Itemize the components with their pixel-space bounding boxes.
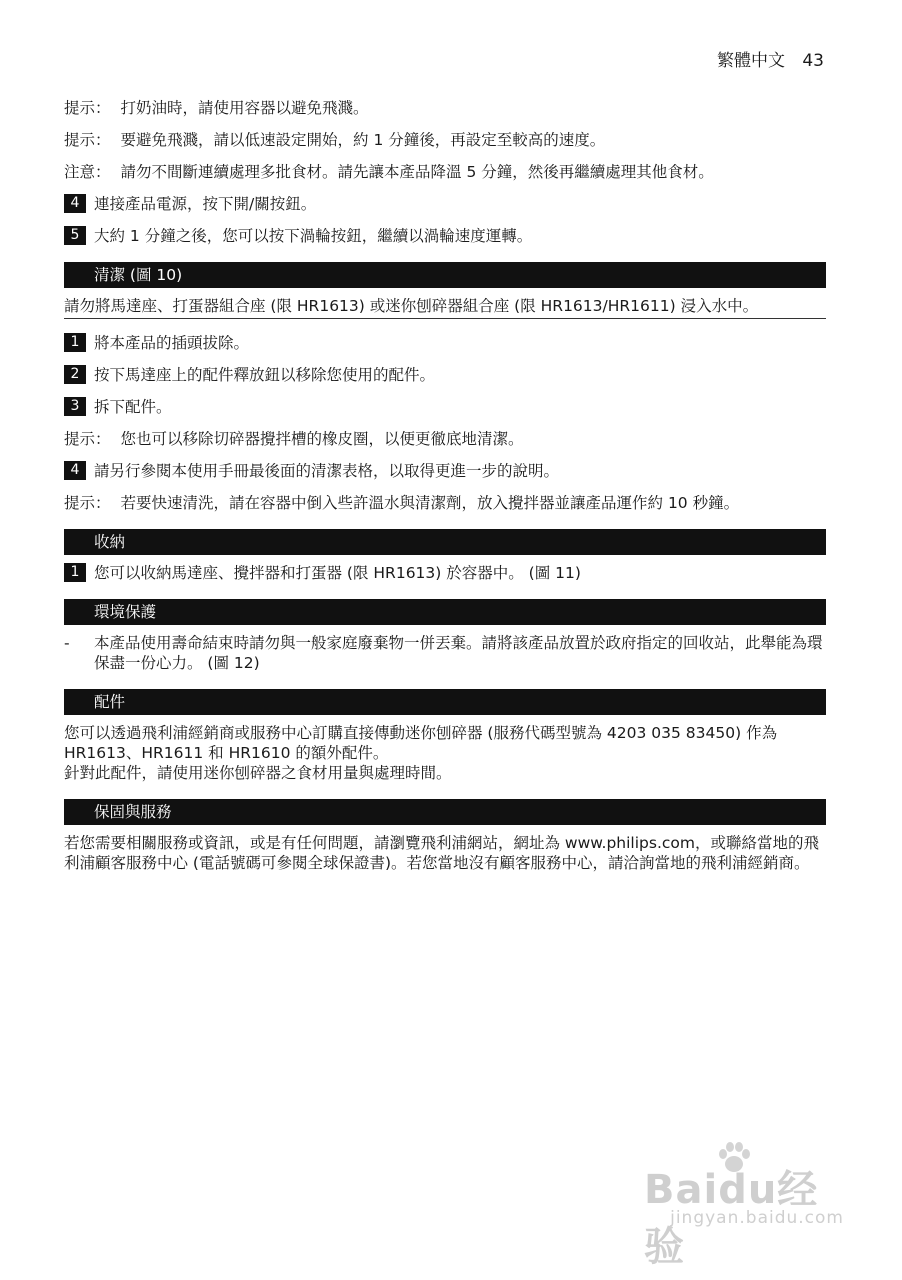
step-text: 拆下配件。	[94, 398, 172, 416]
tip-note	[64, 98, 826, 118]
step-text: 您可以收納馬達座、攪拌器和打蛋器 (限 HR1613) 於容器中。 (圖 11)	[94, 564, 581, 582]
note-text: 要避免飛濺，請以低速設定開始，約 1 分鐘後，再設定至較高的速度。	[120, 131, 606, 149]
bullet-text: 本產品使用壽命結束時請勿與一般家庭廢棄物一併丟棄。請將該產品放置於政府指定的回收站，此舉能為環保盡一份心力。 (圖 12)	[94, 634, 823, 672]
page-content	[64, 98, 826, 885]
baidu-watermark	[644, 1146, 844, 1270]
bullet-marker: -	[64, 634, 70, 652]
section-heading-accessories: 配件	[64, 689, 826, 715]
bullet-item	[64, 633, 826, 673]
step-text: 大約 1 分鐘之後，您可以按下渦輪按鈕，繼續以渦輪速度運轉。	[94, 227, 533, 245]
step-item	[64, 563, 826, 583]
note-label: 提示：	[64, 131, 111, 149]
language-label: 繁體中文	[716, 51, 785, 71]
step-item	[64, 365, 826, 385]
note-text: 打奶油時，請使用容器以避免飛濺。	[120, 99, 369, 117]
step-item	[64, 333, 826, 353]
accessories-text: 針對此配件，請使用迷你刨碎器之食材用量與處理時間。	[64, 764, 452, 782]
watermark-logo: Baidu经验	[644, 1167, 819, 1270]
step-text: 按下馬達座上的配件釋放鈕以移除您使用的配件。	[94, 366, 436, 384]
step-number: 1	[64, 333, 86, 352]
step-number: 5	[64, 226, 86, 245]
note-text: 若要快速清洗，請在容器中倒入些許溫水與清潔劑，放入攪拌器並讓產品運作約 10 秒鐘。	[120, 494, 740, 512]
note-label: 提示：	[64, 99, 111, 117]
step-number: 4	[64, 194, 86, 213]
section-heading-environment: 環境保護	[64, 599, 826, 625]
cleaning-warning: 請勿將馬達座、打蛋器組合座 (限 HR1613) 或迷你刨碎器組合座 (限 HR1613/HR1611) 浸入水中。	[64, 296, 826, 319]
section-heading-warranty: 保固與服務	[64, 799, 826, 825]
warranty-text: 若您需要相關服務或資訊，或是有任何問題，請瀏覽飛利浦網站，網址為 www.philips.com，或聯絡當地的飛利浦顧客服務中心 (電話號碼可參閱全球保證書)。若您當地沒有顧客服務中心，請洽詢當地的飛利浦經銷商。	[64, 834, 819, 872]
note-label: 提示：	[64, 494, 111, 512]
tip-note	[64, 130, 826, 150]
step-item	[64, 226, 826, 246]
step-text: 請另行參閱本使用手冊最後面的清潔表格，以取得更進一步的說明。	[94, 462, 560, 480]
section-heading-cleaning: 清潔 (圖 10)	[64, 262, 826, 288]
caution-note	[64, 162, 826, 182]
step-number: 4	[64, 461, 86, 480]
page-number: 43	[802, 51, 824, 71]
page-header	[717, 46, 824, 71]
note-text: 您也可以移除切碎器攪拌槽的橡皮圈，以便更徹底地清潔。	[120, 430, 524, 448]
step-item	[64, 397, 826, 417]
step-number: 2	[64, 365, 86, 384]
note-label: 注意：	[64, 163, 111, 181]
step-item	[64, 194, 826, 214]
watermark-url: jingyan.baidu.com	[670, 1208, 844, 1228]
step-item	[64, 461, 826, 481]
tip-note	[64, 429, 826, 449]
step-text: 連接產品電源，按下開/關按鈕。	[94, 195, 317, 213]
step-number: 1	[64, 563, 86, 582]
note-label: 提示：	[64, 430, 111, 448]
step-text: 將本產品的插頭拔除。	[94, 334, 250, 352]
tip-note	[64, 493, 826, 513]
note-text: 請勿不間斷連續處理多批食材。請先讓本產品降溫 5 分鐘，然後再繼續處理其他食材。	[120, 163, 714, 181]
step-number: 3	[64, 397, 86, 416]
accessories-text: 您可以透過飛利浦經銷商或服務中心訂購直接傳動迷你刨碎器 (服務代碼型號為 4203 035 83450) 作為 HR1613、HR1611 和 HR1610 的額外配件。	[64, 724, 778, 762]
section-heading-storage: 收納	[64, 529, 826, 555]
